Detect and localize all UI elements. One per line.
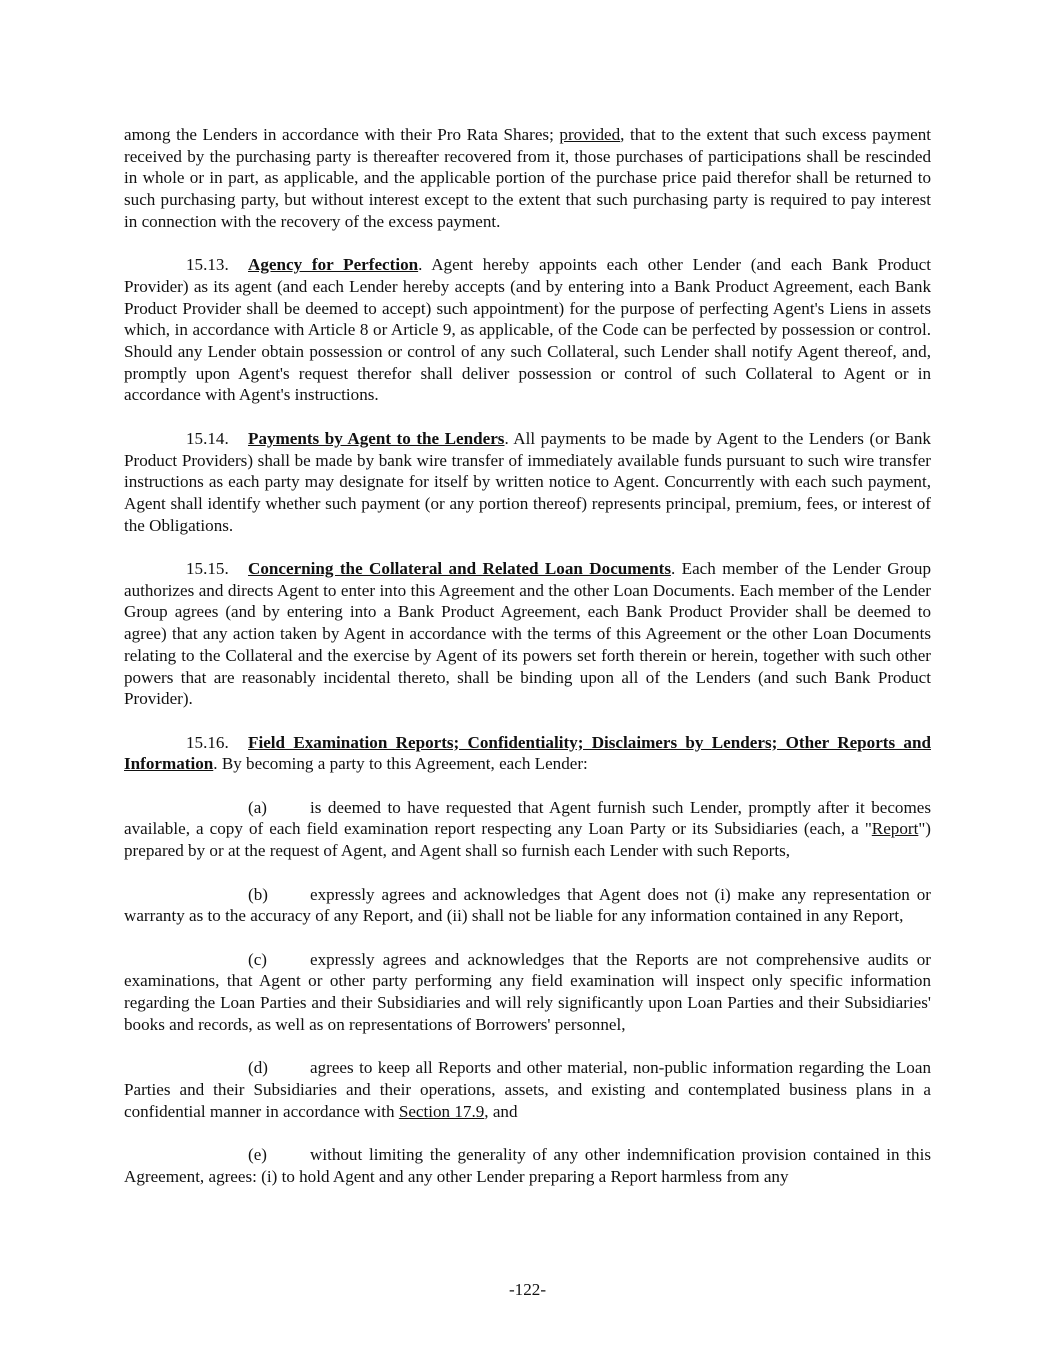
section-heading: Agency for Perfection: [248, 255, 419, 275]
section-number: 15.14.: [186, 428, 229, 448]
section-body: . Agent hereby appoints each other Lender (and each Bank Product Provider) as its agent (and each Lender hereby accepts (and by entering into a Bank Product Agreement, each Bank Product Provider shall be deemed to accept) such appointment) for the purpose of perfecting Agent's Liens in assets which, in accordance with Article 8 or Article 9, as applicable, of the Code can be perfected by possession or control. Should any Lender obtain possession or control of any such Collateral, such Lender shall notify Agent thereof, and, promptly upon Agent's request therefor shall deliver possession or control of such Collateral to Agent or in accordance with Agent's instructions.: [124, 255, 931, 405]
item-label: (a): [248, 797, 267, 817]
item-text: without limiting the generality of any other indemnification provision contained in this Agreement, agrees: (i) to hold Agent and any other Lender preparing a Report harmless from any: [124, 1144, 931, 1186]
page-number: -122-: [508, 1280, 547, 1299]
section-number: 15.15.: [186, 559, 229, 579]
section-15-16: [124, 732, 931, 775]
section-body: . All payments to be made by Agent to the Lenders (or Bank Product Providers) shall be made by bank wire transfer of immediately available funds pursuant to such wire transfer instructions as each party may designate for itself by written notice to Agent. Concurrently with each such payment, Agent shall identify whether such payment (or any portion thereof) represents principal, premium, fees, or interest of the Obligations.: [124, 428, 931, 535]
item-text: expressly agrees and acknowledges that Agent does not (i) make any representation or warranty as to the accuracy of any Report, and (ii) shall not be liable for any information contained in any Report,: [124, 884, 931, 926]
defined-term-report: Report: [871, 819, 919, 839]
list-item-e: [124, 1144, 931, 1187]
item-label: (c): [248, 949, 267, 969]
list-item-b: [124, 884, 931, 927]
continued-paragraph: among the Lenders in accordance with their Pro Rata Shares; provided, that to the extent that such excess payment received by the purchasing party is thereafter recovered from it, those purchases of participations shall be rescinded in whole or in part, as applicable, and the applicable portion of the purchase price paid therefor shall be returned to such purchasing party, but without interest except to the extent that such purchasing party is required to pay interest in connection with the recovery of the excess payment.: [124, 125, 932, 231]
item-text: expressly agrees and acknowledges that the Reports are not comprehensive audits or examinations, that Agent or other party performing any field examination will inspect only specific information regarding the Loan Parties and their Subsidiaries and will rely significantly upon Loan Parties and their Subsidiaries' books and records, as well as on representations of Borrowers' personnel,: [124, 949, 931, 1034]
list-item-a: (a) is deemed to have requested that Agent furnish such Lender, promptly after it becomes available, a copy of each field examination report respecting any Loan Party or its Subsidiaries (each, a "Report") prepared by or at the request of Agent, and Agent shall so furnish each Lender with such Reports,: [124, 797, 931, 861]
section-15-15: [124, 558, 931, 710]
section-body: . By becoming a party to this Agreement, each Lender:: [213, 754, 588, 774]
item-label: (e): [248, 1144, 267, 1164]
section-body: . Each member of the Lender Group authorizes and directs Agent to enter into this Agreement and the other Loan Documents. Each member of the Lender Group agrees (and by entering into a Bank Product Agreement, each Bank Product Provider shall be deemed to agree) that any action taken by Agent in accordance with the terms of this Agreement or the other Loan Documents relating to the Collateral and the exercise by Agent of its powers set forth therein or herein, together with such other powers that are reasonably incidental thereto, shall be binding upon all of the Lenders (and such Bank Product Provider).: [124, 559, 931, 709]
list-item-d: (d) agrees to keep all Reports and other material, non-public information regarding the Loan Parties and their Subsidiaries and their operations, assets, and existing and contemplated business plans in a confidential manner in accordance with Section 17.9, and: [124, 1058, 931, 1121]
item-label: (b): [248, 884, 268, 904]
page-body: [124, 124, 931, 1209]
section-heading: Payments by Agent to the Lenders: [248, 428, 505, 448]
section-number: 15.13.: [186, 255, 229, 275]
section-heading: Concerning the Collateral and Related Loan Documents: [248, 559, 671, 579]
defined-term-provided: provided: [559, 125, 621, 144]
section-15-13: [124, 254, 931, 406]
item-label: (d): [248, 1058, 268, 1078]
list-item-c: [124, 949, 931, 1036]
cross-reference-section-17-9: Section 17.9: [398, 1101, 485, 1121]
section-heading: Field Examination Reports; Confidentiality; Disclaimers by Lenders; Other Reports and Information: [124, 732, 931, 774]
section-15-14: [124, 428, 931, 537]
section-number: 15.16.: [186, 732, 229, 752]
